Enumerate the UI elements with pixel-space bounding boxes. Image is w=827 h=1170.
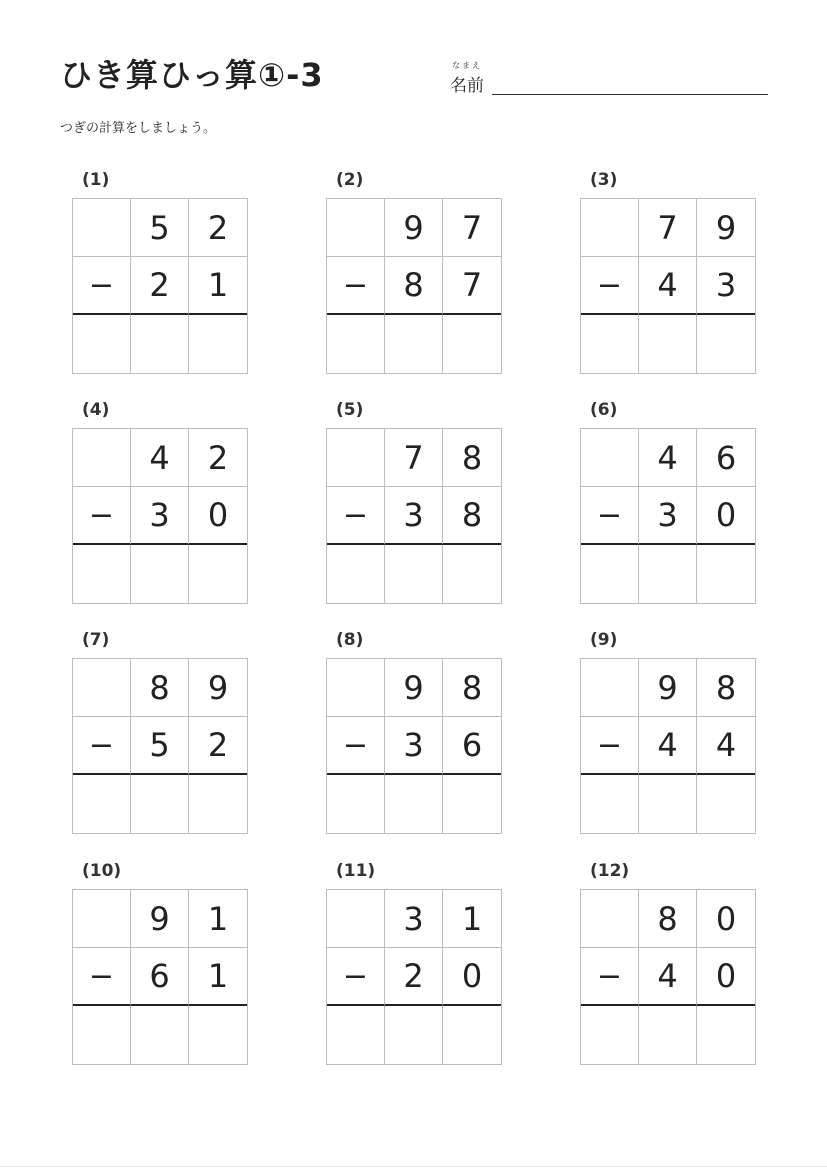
calc-grid (580, 428, 756, 604)
answer-cell[interactable] (639, 1006, 697, 1064)
answer-cell[interactable] (131, 1006, 189, 1064)
calc-grid (580, 889, 756, 1065)
minuend-digit: 9 (385, 659, 443, 717)
answer-cell[interactable] (581, 545, 639, 603)
answer-cell[interactable] (131, 775, 189, 833)
minuend-digit (327, 659, 385, 717)
minuend-digit: 1 (189, 890, 247, 948)
answer-cell[interactable] (697, 545, 755, 603)
problem (580, 630, 756, 836)
minuend-digit: 0 (697, 890, 755, 948)
minus-sign: − (327, 948, 385, 1006)
calc-grid (580, 658, 756, 834)
answer-cell[interactable] (697, 775, 755, 833)
answer-cell[interactable] (385, 545, 443, 603)
minus-sign: − (581, 717, 639, 775)
subtrahend-digit: 4 (639, 948, 697, 1006)
minus-sign: − (581, 487, 639, 545)
answer-cell[interactable] (385, 315, 443, 373)
problem-label: (11) (336, 861, 376, 881)
subtrahend-digit: 1 (189, 257, 247, 315)
subtrahend-digit: 4 (697, 717, 755, 775)
minuend-digit: 2 (189, 199, 247, 257)
problem-label: (8) (336, 630, 364, 650)
problem (72, 170, 248, 376)
minuend-digit (581, 199, 639, 257)
subtrahend-digit: 8 (443, 487, 501, 545)
answer-cell[interactable] (73, 775, 131, 833)
name-area (448, 58, 768, 98)
answer-cell[interactable] (639, 775, 697, 833)
answer-cell[interactable] (73, 545, 131, 603)
subtrahend-digit: 8 (385, 257, 443, 315)
minuend-digit (73, 659, 131, 717)
minuend-digit: 4 (131, 429, 189, 487)
problem-label: (9) (590, 630, 618, 650)
name-ruby: なまえ (452, 61, 482, 70)
answer-cell[interactable] (581, 315, 639, 373)
answer-cell[interactable] (189, 315, 247, 373)
minuend-digit: 2 (189, 429, 247, 487)
problem (326, 170, 502, 376)
minuend-digit: 8 (639, 890, 697, 948)
minuend-digit: 8 (697, 659, 755, 717)
answer-cell[interactable] (327, 545, 385, 603)
subtrahend-digit: 3 (385, 487, 443, 545)
calc-grid (72, 428, 248, 604)
minuend-digit (327, 199, 385, 257)
answer-cell[interactable] (131, 545, 189, 603)
name-input-line[interactable] (492, 94, 768, 95)
problem (72, 400, 248, 606)
minuend-digit: 3 (385, 890, 443, 948)
calc-grid (326, 198, 502, 374)
minuend-digit (73, 890, 131, 948)
answer-cell[interactable] (639, 315, 697, 373)
calc-grid (72, 198, 248, 374)
answer-cell[interactable] (385, 775, 443, 833)
minuend-digit: 7 (443, 199, 501, 257)
minus-sign: − (581, 257, 639, 315)
subtrahend-digit: 6 (443, 717, 501, 775)
problem (326, 630, 502, 836)
minuend-digit: 8 (443, 659, 501, 717)
minuend-digit (581, 429, 639, 487)
minus-sign: − (327, 257, 385, 315)
answer-cell[interactable] (697, 315, 755, 373)
subtrahend-digit: 0 (189, 487, 247, 545)
answer-cell[interactable] (131, 315, 189, 373)
calc-grid (326, 658, 502, 834)
calc-grid (326, 428, 502, 604)
minuend-digit: 4 (639, 429, 697, 487)
minuend-digit: 9 (385, 199, 443, 257)
subtrahend-digit: 3 (131, 487, 189, 545)
minus-sign: − (73, 717, 131, 775)
minuend-digit: 8 (443, 429, 501, 487)
subtrahend-digit: 2 (189, 717, 247, 775)
subtrahend-digit: 1 (189, 948, 247, 1006)
answer-cell[interactable] (73, 1006, 131, 1064)
answer-cell[interactable] (639, 545, 697, 603)
minus-sign: − (73, 257, 131, 315)
minuend-digit (581, 890, 639, 948)
problem (326, 400, 502, 606)
problem-label: (4) (82, 400, 110, 420)
minuend-digit (327, 890, 385, 948)
answer-cell[interactable] (581, 775, 639, 833)
problem-label: (10) (82, 861, 122, 881)
calc-grid (580, 198, 756, 374)
instruction-text: つぎの計算をしましょう。 (60, 121, 217, 136)
minuend-digit: 9 (131, 890, 189, 948)
answer-cell[interactable] (443, 545, 501, 603)
minuend-digit: 7 (639, 199, 697, 257)
subtrahend-digit: 0 (697, 487, 755, 545)
calc-grid (72, 889, 248, 1065)
subtrahend-digit: 0 (443, 948, 501, 1006)
answer-cell[interactable] (189, 775, 247, 833)
problem-label: (1) (82, 170, 110, 190)
answer-cell[interactable] (443, 775, 501, 833)
minus-sign: − (73, 487, 131, 545)
problem-label: (7) (82, 630, 110, 650)
minuend-digit: 8 (131, 659, 189, 717)
problem-label: (3) (590, 170, 618, 190)
subtrahend-digit: 6 (131, 948, 189, 1006)
calc-grid (72, 658, 248, 834)
page-title: ひき算ひっ算①-3 (60, 56, 324, 94)
answer-cell[interactable] (385, 1006, 443, 1064)
subtrahend-digit: 5 (131, 717, 189, 775)
minus-sign: − (581, 948, 639, 1006)
subtrahend-digit: 4 (639, 257, 697, 315)
answer-cell[interactable] (189, 1006, 247, 1064)
answer-cell[interactable] (443, 315, 501, 373)
minuend-digit (327, 429, 385, 487)
problem (72, 861, 248, 1067)
answer-cell[interactable] (697, 1006, 755, 1064)
answer-cell[interactable] (443, 1006, 501, 1064)
minuend-digit: 6 (697, 429, 755, 487)
problem (326, 861, 502, 1067)
subtrahend-digit: 3 (385, 717, 443, 775)
problem (72, 630, 248, 836)
subtrahend-digit: 3 (639, 487, 697, 545)
minuend-digit: 1 (443, 890, 501, 948)
answer-cell[interactable] (581, 1006, 639, 1064)
answer-cell[interactable] (73, 315, 131, 373)
minuend-digit: 9 (189, 659, 247, 717)
problem-label: (6) (590, 400, 618, 420)
minuend-digit: 9 (697, 199, 755, 257)
minus-sign: − (327, 717, 385, 775)
subtrahend-digit: 7 (443, 257, 501, 315)
answer-cell[interactable] (327, 775, 385, 833)
problem (580, 400, 756, 606)
minuend-digit: 7 (385, 429, 443, 487)
subtrahend-digit: 2 (131, 257, 189, 315)
minus-sign: − (73, 948, 131, 1006)
name-label: 名前 (450, 76, 484, 96)
minuend-digit (581, 659, 639, 717)
subtrahend-digit: 0 (697, 948, 755, 1006)
subtrahend-digit: 2 (385, 948, 443, 1006)
problem (580, 861, 756, 1067)
problem-label: (2) (336, 170, 364, 190)
answer-cell[interactable] (189, 545, 247, 603)
problem-label: (5) (336, 400, 364, 420)
page-edge (0, 1166, 827, 1167)
calc-grid (326, 889, 502, 1065)
minuend-digit (73, 199, 131, 257)
subtrahend-digit: 4 (639, 717, 697, 775)
answer-cell[interactable] (327, 315, 385, 373)
minuend-digit: 5 (131, 199, 189, 257)
minus-sign: − (327, 487, 385, 545)
subtrahend-digit: 3 (697, 257, 755, 315)
problem (580, 170, 756, 376)
minuend-digit: 9 (639, 659, 697, 717)
answer-cell[interactable] (327, 1006, 385, 1064)
problem-label: (12) (590, 861, 630, 881)
minuend-digit (73, 429, 131, 487)
